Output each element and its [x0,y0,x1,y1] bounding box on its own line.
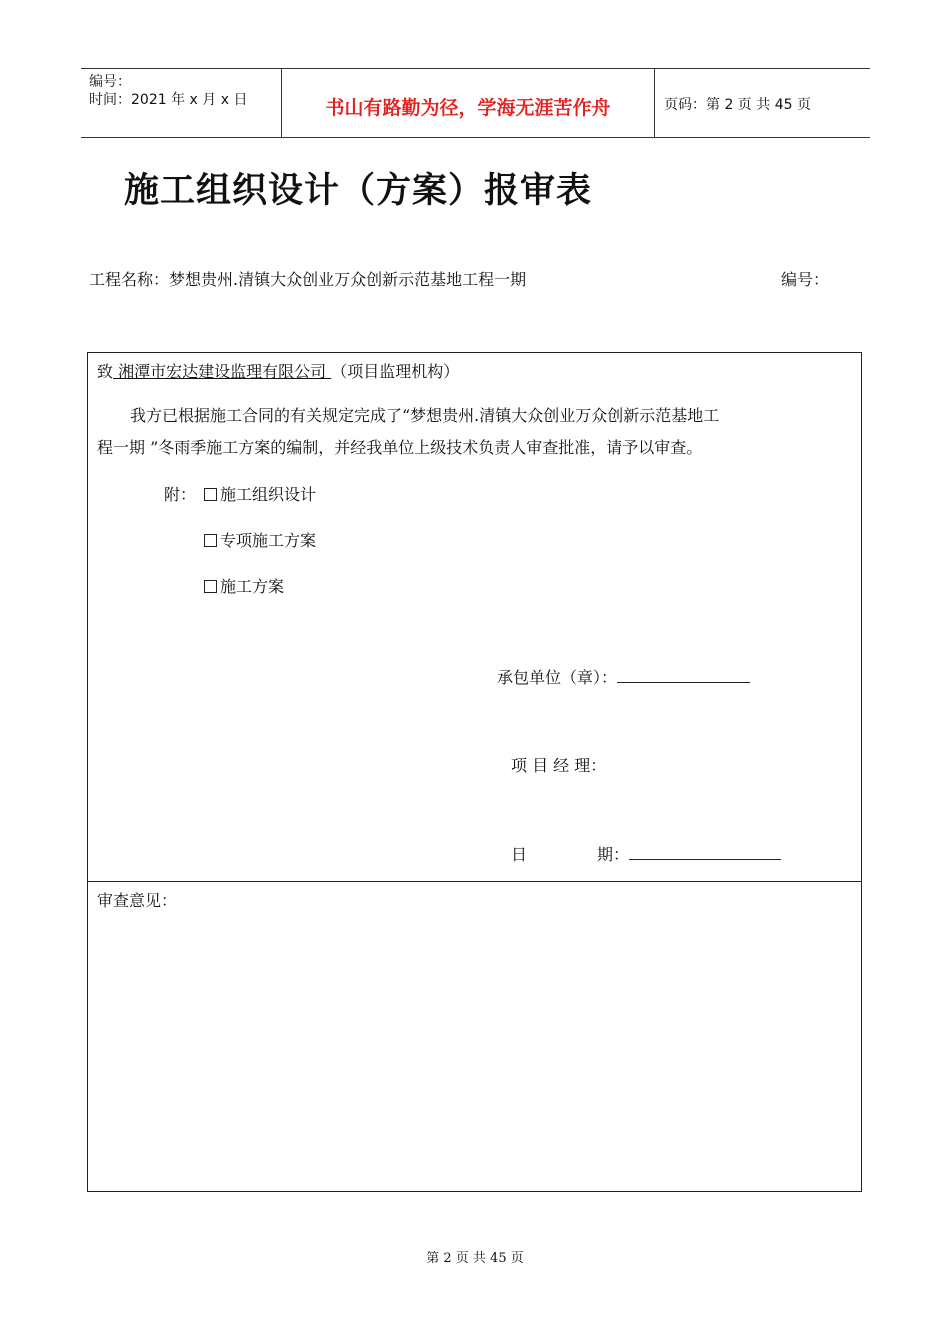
header-page-info: 页码：第 2 页 共 45 页 [664,97,811,113]
contractor-signature-row [497,665,750,688]
checkbox-icon[interactable] [204,580,217,593]
addressee-prefix: 致 [97,362,114,381]
supervisor-suffix: （项目监理机构） [331,362,460,381]
attachment-option-label: 专项施工方案 [220,531,317,550]
manager-label: 项 目 经 理： [511,756,607,775]
body-text-line-2: 程一期 ”冬雨季施工方案的编制，并经我单位上级技术负责人审查批准，请予以审查。 [97,438,703,457]
header-number-label: 编号： [89,74,131,90]
checkbox-icon[interactable] [204,488,217,501]
project-number-label: 编号： [781,270,830,289]
attachment-option-label: 施工方案 [220,577,285,596]
contractor-label: 承包单位（章）： [497,668,618,687]
date-row [511,842,781,865]
review-opinion-label: 审查意见： [97,891,178,910]
body-text-line-1: 我方已根据施工合同的有关规定完成了“梦想贵州.清镇大众创业万众创新示范基地工 [130,406,720,425]
addressee-line [97,359,459,382]
header-divider [654,69,655,137]
date-signature-line[interactable] [629,858,781,860]
section-divider [88,881,861,882]
header-time-label: 时间：2021 年 x 月 x 日 [89,92,248,108]
header-motto: 书山有路勤为径，学海无涯苦作舟 [325,97,611,119]
checkbox-icon[interactable] [204,534,217,547]
contractor-signature-line[interactable] [617,681,750,683]
approval-form [87,352,862,1192]
date-label-part-1: 日 [511,845,528,864]
supervisor-company: 湘潭市宏达建设监理有限公司 [113,362,332,381]
document-title: 施工组织设计（方案）报审表 [124,171,593,211]
document-header [81,68,870,138]
attachment-option-label: 施工组织设计 [220,485,317,504]
attachment-option[interactable] [204,574,284,597]
page-footer: 第 2 页 共 45 页 [426,1251,524,1266]
attachment-option[interactable] [204,528,316,551]
attachment-label: 附： [164,485,197,504]
attachment-option[interactable] [204,482,316,505]
date-label-part-2: 期： [597,845,630,864]
project-name-line: 工程名称：梦想贵州.清镇大众创业万众创新示范基地工程一期 [89,270,527,289]
header-meta [89,73,247,109]
